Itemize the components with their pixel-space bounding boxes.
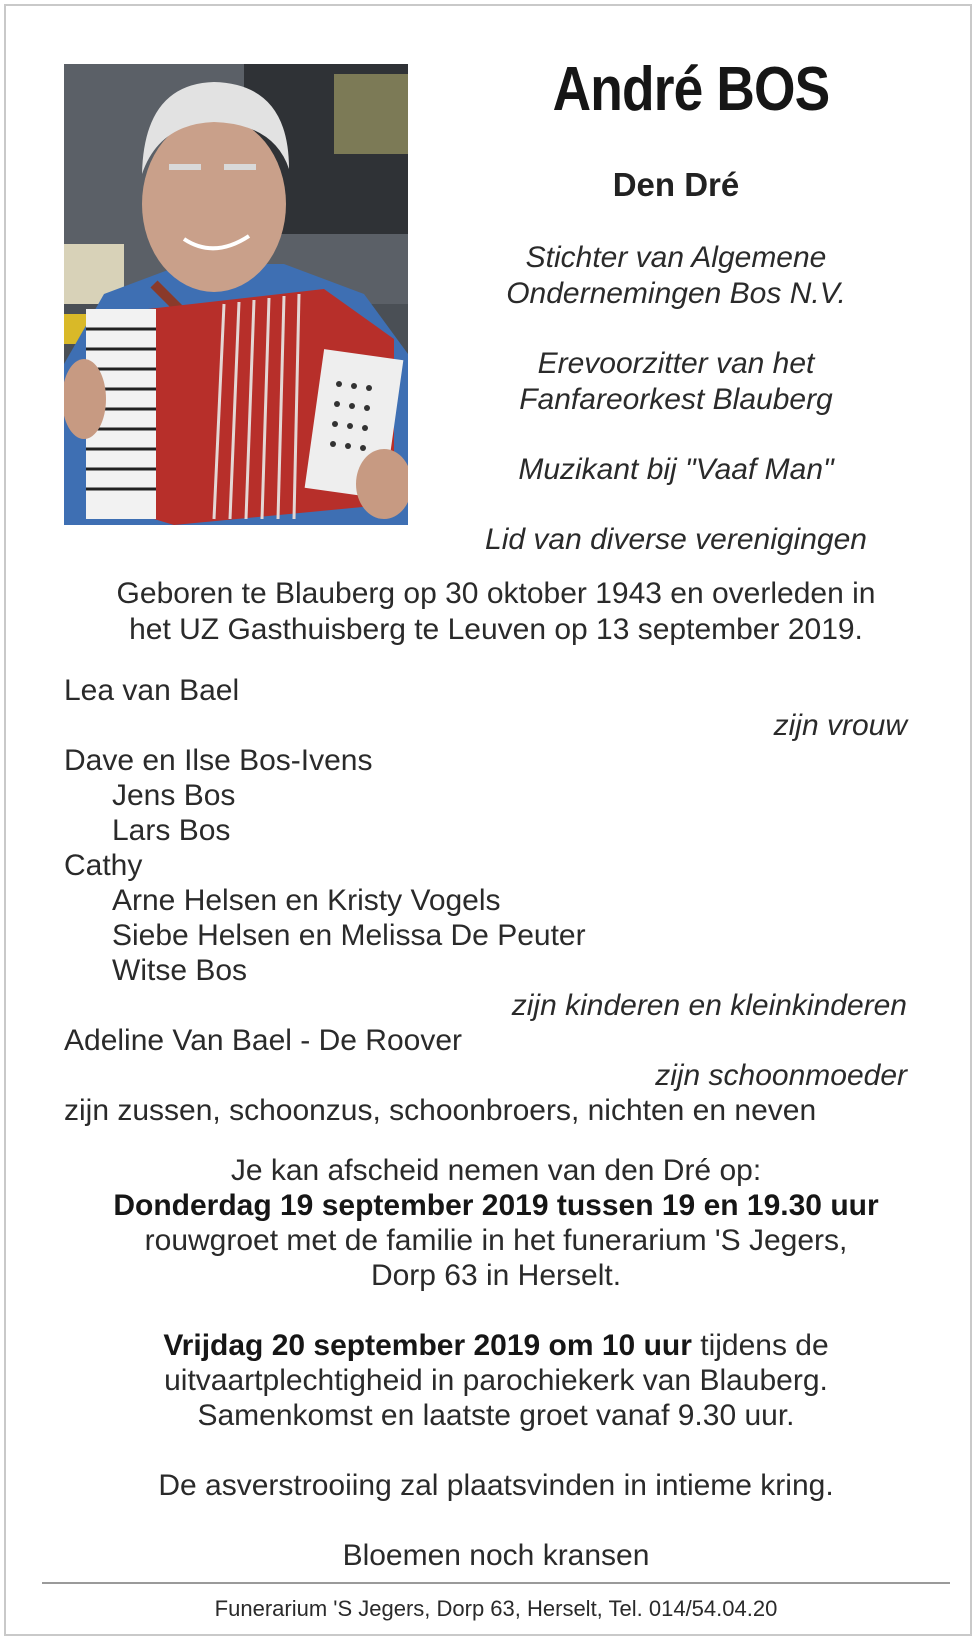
role-line: Erevoorzitter van het xyxy=(537,347,815,380)
funeral-desc-line: Samenkomst en laatste groet vanaf 9.30 uur. xyxy=(197,1399,795,1432)
farewell-intro: Je kan afscheid nemen van den Dré op: xyxy=(230,1154,762,1187)
family-grandchild: Arne Helsen en Kristy Vogels xyxy=(112,884,501,917)
nickname: Den Dré xyxy=(612,166,740,203)
portrait-photo xyxy=(64,64,408,525)
family-grandchild: Siebe Helsen en Melissa De Peuter xyxy=(112,919,586,952)
family-others: zijn zussen, schoonzus, schoonbroers, nichten en neven xyxy=(64,1094,817,1127)
role-line: Fanfareorkest Blauberg xyxy=(519,383,833,416)
deceased-name: André BOS xyxy=(552,55,830,124)
role-musician xyxy=(446,452,906,488)
death-line: het UZ Gasthuisberg te Leuven op 13 september 2019. xyxy=(129,613,863,646)
obituary-card xyxy=(4,4,972,1636)
funeral-date-line xyxy=(46,1328,946,1364)
birth-death-text xyxy=(46,576,946,648)
role-honorary-chairman xyxy=(446,346,906,418)
family-grandchild: Witse Bos xyxy=(112,954,248,987)
children-label: zijn kinderen en kleinkinderen xyxy=(511,989,907,1022)
family-grandchild: Lars Bos xyxy=(112,814,231,847)
scattering-note: De asverstrooiing zal plaatsvinden in intieme kring. xyxy=(158,1469,834,1502)
funeral-date-friday: Vrijdag 20 september 2019 om 10 uur xyxy=(163,1329,692,1362)
family-grandchild: Jens Bos xyxy=(112,779,236,812)
family-wife: Lea van Bael xyxy=(64,674,240,707)
birth-line: Geboren te Blauberg op 30 oktober 1943 en overleden in xyxy=(116,577,876,610)
wife-label: zijn vrouw xyxy=(773,709,907,742)
farewell-desc-line: rouwgroet met de familie in het funerarium 'S Jegers, xyxy=(144,1224,848,1257)
family-child: Dave en Ilse Bos-Ivens xyxy=(64,744,373,777)
flowers-note: Bloemen noch kransen xyxy=(342,1539,650,1572)
footer-divider xyxy=(42,1582,950,1584)
family-mother-in-law: Adeline Van Bael - De Roover xyxy=(64,1024,462,1057)
family-child: Cathy xyxy=(64,849,143,882)
role-line: Ondernemingen Bos N.V. xyxy=(506,277,846,310)
role-line: Stichter van Algemene xyxy=(525,241,827,274)
role-member xyxy=(446,522,906,558)
farewell-desc-line: Dorp 63 in Herselt. xyxy=(370,1259,622,1292)
role-founder xyxy=(446,240,906,312)
role-line: Lid van diverse verenigingen xyxy=(485,523,867,556)
funeral-home-footer: Funerarium 'S Jegers, Dorp 63, Herselt, Tel. 014/54.04.20 xyxy=(214,1596,778,1621)
farewell-date-thursday: Donderdag 19 september 2019 tussen 19 en 19.30 uur xyxy=(113,1189,879,1222)
mother-in-law-label: zijn schoonmoeder xyxy=(655,1059,907,1092)
funeral-date-suffix: tijdens de xyxy=(691,1329,829,1362)
role-line: Muzikant bij "Vaaf Man" xyxy=(518,453,834,486)
funeral-desc-line: uitvaartplechtigheid in parochiekerk van Blauberg. xyxy=(164,1364,828,1397)
